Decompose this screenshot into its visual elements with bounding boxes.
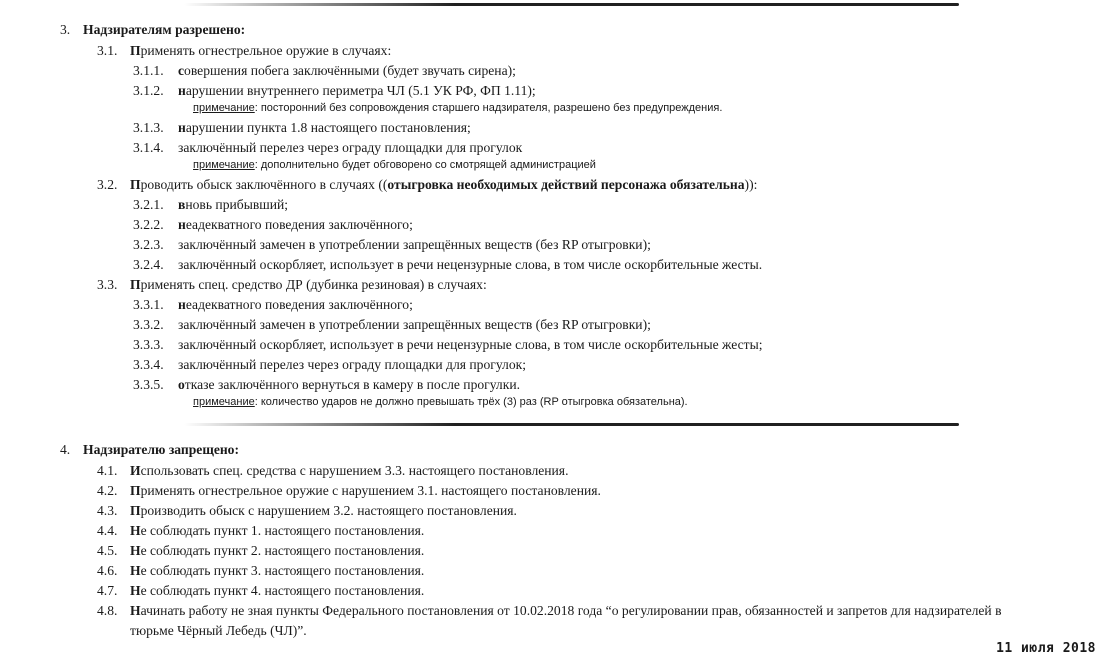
item-number: 3.3.1. bbox=[133, 297, 164, 312]
item-lead: н bbox=[178, 83, 186, 98]
item-3-1-4 bbox=[133, 139, 522, 156]
note-3-1-4 bbox=[193, 157, 596, 174]
item-text: ачинать работу не зная пункты Федерального постановления от 10.02.2018 года “о регулировании прав, обязанностей и запретов для надзирателей в bbox=[140, 603, 1002, 618]
item-3-3-4 bbox=[133, 356, 526, 373]
item-lead: с bbox=[178, 63, 185, 78]
item-lead: П bbox=[130, 43, 141, 58]
note-text: : количество ударов не должно превышать трёх (3) раз (RP отыгровка обязательна). bbox=[254, 396, 688, 408]
item-text: роводить обыск заключённого в случаях (( bbox=[140, 177, 388, 192]
item-text: арушении внутреннего периметра ЧЛ (5.1 УК РФ, ФП 1.11); bbox=[185, 83, 536, 98]
item-3-2-4 bbox=[133, 256, 762, 273]
item-number: 3.3.4. bbox=[133, 357, 164, 372]
item-3-2-1 bbox=[133, 196, 288, 213]
item-number: 4.3. bbox=[97, 503, 118, 518]
item-number: 3.3.2. bbox=[133, 317, 164, 332]
item-text: арушении пункта 1.8 настоящего постановления; bbox=[185, 120, 471, 135]
item-lead: П bbox=[130, 483, 141, 498]
item-number: 3.3. bbox=[97, 277, 118, 292]
item-lead: Н bbox=[130, 543, 141, 558]
item-number: 3.3.5. bbox=[133, 377, 164, 392]
item-3-2-2 bbox=[133, 216, 413, 233]
item-number: 4.6. bbox=[97, 563, 118, 578]
item-text: овершения побега заключёнными (будет звучать сирена); bbox=[184, 63, 516, 78]
item-lead: Н bbox=[130, 563, 141, 578]
item-number: 4.1. bbox=[97, 463, 118, 478]
item-lead: И bbox=[130, 463, 141, 478]
item-text: е соблюдать пункт 3. настоящего постановления. bbox=[140, 563, 425, 578]
item-3-3 bbox=[97, 276, 487, 293]
item-3-1-1 bbox=[133, 62, 516, 79]
item-text: рименять огнестрельное оружие в случаях: bbox=[140, 43, 392, 58]
item-4-3 bbox=[97, 502, 517, 519]
item-number: 3.2.2. bbox=[133, 217, 164, 232]
note-text: : посторонний без сопровождения старшего надзирателя, разрешено без предупреждения. bbox=[254, 102, 723, 114]
note-text: : дополнительно будет обговорено со смотрящей администрацией bbox=[254, 159, 596, 171]
item-lead: н bbox=[178, 120, 186, 135]
item-text: тказе заключённого вернуться в камеру в после прогулки. bbox=[184, 377, 520, 392]
item-text: е соблюдать пункт 1. настоящего постановления. bbox=[140, 523, 425, 538]
item-number: 3.2.3. bbox=[133, 237, 164, 252]
item-lead: П bbox=[130, 177, 141, 192]
section-number: 3. bbox=[60, 22, 71, 37]
item-text: еадекватного поведения заключённого; bbox=[185, 217, 413, 232]
item-lead: П bbox=[130, 277, 141, 292]
item-text: заключённый перелез через ограду площадки для прогулок bbox=[178, 140, 523, 155]
item-bold-text: отыгровка необходимых действий персонажа обязательна bbox=[387, 177, 745, 192]
item-lead: П bbox=[130, 503, 141, 518]
item-4-1 bbox=[97, 462, 568, 479]
item-3-1 bbox=[97, 42, 391, 59]
section-3-heading bbox=[60, 21, 245, 38]
note-label: примечание bbox=[193, 102, 255, 114]
item-number: 4.5. bbox=[97, 543, 118, 558]
item-lead: о bbox=[178, 377, 185, 392]
item-3-3-1 bbox=[133, 296, 413, 313]
item-text: рименять спец. средство ДР (дубинка резиновая) в случаях: bbox=[140, 277, 487, 292]
item-number: 4.7. bbox=[97, 583, 118, 598]
item-3-3-2 bbox=[133, 316, 651, 333]
item-3-3-5 bbox=[133, 376, 520, 393]
section-title: Надзирателям разрешено: bbox=[83, 22, 246, 37]
item-lead: Н bbox=[130, 583, 141, 598]
item-number: 3.1.4. bbox=[133, 140, 164, 155]
item-4-8 bbox=[97, 602, 1002, 619]
item-text: е соблюдать пункт 4. настоящего постановления. bbox=[140, 583, 425, 598]
separator-top bbox=[184, 3, 959, 6]
item-4-6 bbox=[97, 562, 424, 579]
note-3-1-2 bbox=[193, 100, 722, 117]
document-date: 11 июля 2018 bbox=[996, 641, 1096, 656]
note-label: примечание bbox=[193, 159, 255, 171]
item-number: 3.1.1. bbox=[133, 63, 164, 78]
item-number: 3.1.3. bbox=[133, 120, 164, 135]
item-text: роизводить обыск с нарушением 3.2. настоящего постановления. bbox=[140, 503, 517, 518]
item-number: 3.2.4. bbox=[133, 257, 164, 272]
item-text: спользовать спец. средства с нарушением 3.3. настоящего постановления. bbox=[140, 463, 569, 478]
note-label: примечание bbox=[193, 396, 255, 408]
section-title: Надзирателю запрещено: bbox=[83, 442, 240, 457]
item-number: 3.2. bbox=[97, 177, 118, 192]
item-text: заключённый оскорбляет, использует в речи нецензурные слова, в том числе оскорбительные жесты; bbox=[178, 337, 763, 352]
item-number: 3.1. bbox=[97, 43, 118, 58]
item-text: новь прибывший; bbox=[185, 197, 289, 212]
section-4-heading bbox=[60, 441, 239, 458]
item-text: еадекватного поведения заключённого; bbox=[185, 297, 413, 312]
item-4-2 bbox=[97, 482, 601, 499]
item-4-4 bbox=[97, 522, 424, 539]
item-lead: н bbox=[178, 297, 186, 312]
item-lead: н bbox=[178, 217, 186, 232]
item-text: заключённый перелез через ограду площадки для прогулок; bbox=[178, 357, 527, 372]
section-number: 4. bbox=[60, 442, 71, 457]
item-3-2 bbox=[97, 176, 757, 193]
item-text: заключённый замечен в употреблении запрещённых веществ (без RP отыгровки); bbox=[178, 317, 651, 332]
item-tail: )): bbox=[744, 177, 758, 192]
item-4-5 bbox=[97, 542, 424, 559]
item-text: рименять огнестрельное оружие с нарушением 3.1. настоящего постановления. bbox=[140, 483, 601, 498]
item-4-7 bbox=[97, 582, 424, 599]
item-number: 4.2. bbox=[97, 483, 118, 498]
item-3-2-3 bbox=[133, 236, 651, 253]
item-text: заключённый замечен в употреблении запрещённых веществ (без RP отыгровки); bbox=[178, 237, 651, 252]
item-number: 4.8. bbox=[97, 603, 118, 618]
item-text: заключённый оскорбляет, использует в речи нецензурные слова, в том числе оскорбительные жесты. bbox=[178, 257, 763, 272]
item-number: 3.1.2. bbox=[133, 83, 164, 98]
item-text: е соблюдать пункт 2. настоящего постановления. bbox=[140, 543, 425, 558]
item-3-3-3 bbox=[133, 336, 762, 353]
item-3-1-2 bbox=[133, 82, 536, 99]
item-number: 4.4. bbox=[97, 523, 118, 538]
note-3-3-5 bbox=[193, 394, 688, 411]
item-lead: в bbox=[178, 197, 186, 212]
separator-middle bbox=[184, 423, 959, 426]
item-lead: Н bbox=[130, 603, 141, 618]
item-lead: Н bbox=[130, 523, 141, 538]
item-number: 3.3.3. bbox=[133, 337, 164, 352]
item-3-1-3 bbox=[133, 119, 471, 136]
item-4-8-continuation: тюрьме Чёрный Лебедь (ЧЛ)”. bbox=[130, 623, 307, 638]
item-number: 3.2.1. bbox=[133, 197, 164, 212]
